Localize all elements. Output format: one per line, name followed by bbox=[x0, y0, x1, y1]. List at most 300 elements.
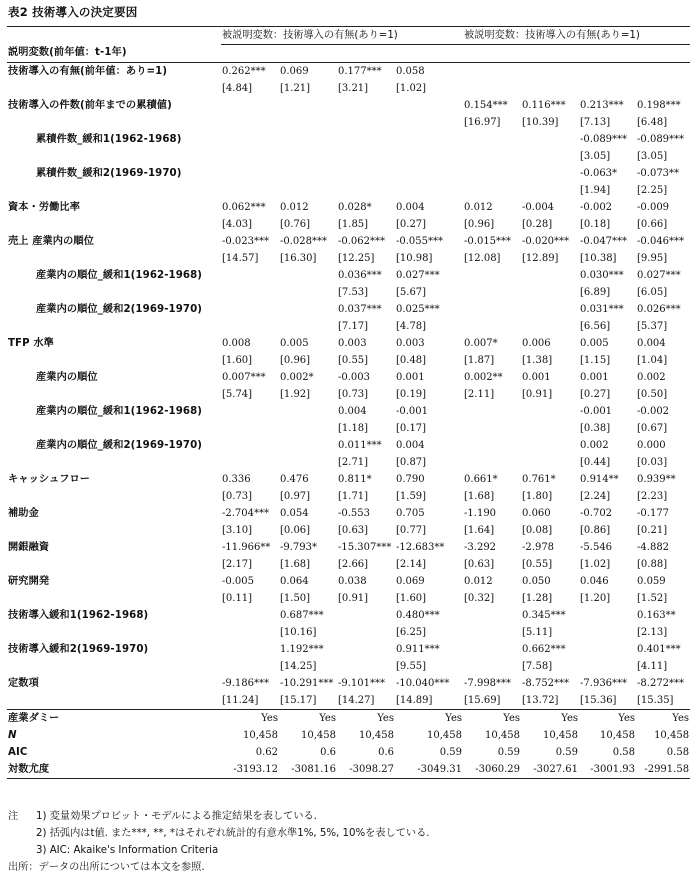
variable-label: TFP 水準 bbox=[8, 337, 54, 349]
coefficient-cell: -1.190 bbox=[464, 507, 497, 519]
coefficient-cell: -0.002 bbox=[580, 201, 613, 213]
coefficient-cell: 0.059 bbox=[637, 575, 666, 587]
tstat-cell: [0.55] bbox=[522, 558, 553, 570]
stat-value: 10,458 bbox=[543, 729, 579, 741]
tstat-cell bbox=[521, 148, 579, 165]
header-row-dv bbox=[7, 27, 690, 45]
tstat-cell bbox=[395, 114, 463, 131]
tstat-cell: [2.24] bbox=[580, 490, 611, 502]
tstat-cell: [3.10] bbox=[222, 524, 253, 536]
coefficient-cell: 0.116*** bbox=[522, 99, 566, 111]
coefficient-cell: -8.752*** bbox=[522, 677, 570, 689]
table-title: 表2 技術導入の決定要因 bbox=[8, 5, 138, 19]
tstat-cell: [6.25] bbox=[396, 626, 427, 638]
coefficient-cell: -0.089*** bbox=[580, 133, 628, 145]
coefficient-cell: 0.002 bbox=[580, 439, 609, 451]
tstat-cell bbox=[221, 454, 279, 471]
tstat-cell: [0.19] bbox=[396, 388, 427, 400]
coef-row bbox=[7, 505, 690, 522]
tstat-cell bbox=[463, 80, 521, 97]
coefficient-cell bbox=[521, 165, 579, 182]
coefficient-cell: -9.186*** bbox=[222, 677, 270, 689]
stat-value: 0.58 bbox=[612, 746, 636, 758]
tstat-cell bbox=[221, 658, 279, 675]
coefficient-cell bbox=[221, 165, 279, 182]
stat-value: -3060.29 bbox=[463, 761, 521, 779]
tstat-cell: [10.38] bbox=[580, 252, 617, 264]
tstat-cell bbox=[463, 658, 521, 675]
stat-label: 対数尤度 bbox=[7, 761, 221, 779]
empty-label bbox=[7, 148, 221, 165]
tstat-cell bbox=[395, 182, 463, 199]
tstat-cell bbox=[221, 318, 279, 335]
tstat-cell: [0.48] bbox=[396, 354, 427, 366]
tstat-cell: [0.86] bbox=[580, 524, 611, 536]
tstat-cell: [0.73] bbox=[338, 388, 369, 400]
coefficient-cell: 0.025*** bbox=[396, 303, 440, 315]
variable-label: 技術導入の件数(前年までの累積値) bbox=[8, 99, 172, 111]
coefficient-cell bbox=[337, 131, 395, 148]
tstat-cell: [1.60] bbox=[396, 592, 427, 604]
stat-value: Yes bbox=[395, 710, 463, 728]
tstat-cell bbox=[579, 624, 636, 641]
tstat-cell bbox=[463, 454, 521, 471]
coefficient-cell bbox=[279, 97, 337, 114]
tstat-cell: [1.92] bbox=[280, 388, 311, 400]
tstat-cell: [9.95] bbox=[637, 252, 668, 264]
stat-value: -3098.27 bbox=[337, 761, 395, 779]
stat-value: 0.59 bbox=[555, 746, 579, 758]
coefficient-cell: 0.662*** bbox=[522, 643, 566, 655]
empty-label bbox=[7, 692, 221, 710]
stat-value: 10,458 bbox=[600, 729, 636, 741]
tstat-cell: [0.77] bbox=[396, 524, 427, 536]
variable-label: 売上 産業内の順位 bbox=[8, 235, 94, 247]
tstat-cell bbox=[279, 182, 337, 199]
tstat-cell: [2.25] bbox=[637, 184, 668, 196]
coefficient-cell: -0.001 bbox=[580, 405, 613, 417]
tstat-cell bbox=[337, 658, 395, 675]
coefficient-cell: -0.020*** bbox=[522, 235, 570, 247]
coefficient-cell bbox=[463, 63, 521, 81]
tstat-cell: [0.87] bbox=[396, 456, 427, 468]
empty-label bbox=[7, 318, 221, 335]
tstat-row bbox=[7, 454, 690, 471]
stat-row bbox=[7, 710, 690, 728]
tstat-cell: [1.02] bbox=[580, 558, 611, 570]
stat-value: 10,458 bbox=[485, 729, 521, 741]
coefficient-cell bbox=[521, 437, 579, 454]
tstat-cell: [1.94] bbox=[580, 184, 611, 196]
variable-label: 産業内の順位_緩和2(1969-1970) bbox=[36, 439, 203, 451]
tstat-row bbox=[7, 284, 690, 301]
stat-label: 産業ダミー bbox=[7, 710, 221, 728]
tstat-cell: [15.69] bbox=[464, 694, 501, 706]
tstat-cell bbox=[463, 624, 521, 641]
stat-value: 0.6 bbox=[320, 746, 336, 758]
coefficient-cell: 0.661* bbox=[464, 473, 498, 485]
coefficient-cell: 0.027*** bbox=[637, 269, 681, 281]
variable-label: 技術導入緩和2(1969-1970) bbox=[8, 643, 149, 655]
coefficient-cell: -7.936*** bbox=[580, 677, 628, 689]
note-1-text: 1) 変量効果プロビット・モデルによる推定結果を表している. bbox=[36, 811, 317, 822]
tstat-cell: [0.91] bbox=[338, 592, 369, 604]
coefficient-cell bbox=[463, 403, 521, 420]
coefficient-cell: -0.023*** bbox=[222, 235, 270, 247]
coefficient-cell bbox=[463, 301, 521, 318]
tstat-cell: [9.55] bbox=[396, 660, 427, 672]
empty-label bbox=[7, 522, 221, 539]
coefficient-cell: 0.003 bbox=[396, 337, 425, 349]
stat-value: 10,458 bbox=[359, 729, 394, 741]
tstat-cell bbox=[279, 420, 337, 437]
tstat-cell: [0.76] bbox=[280, 218, 311, 230]
coefficient-cell: 0.046 bbox=[580, 575, 609, 587]
empty-label bbox=[7, 114, 221, 131]
stat-value: 10,458 bbox=[243, 729, 278, 741]
tstat-cell: [7.17] bbox=[338, 320, 369, 332]
tstat-cell: [0.08] bbox=[522, 524, 553, 536]
coef-row bbox=[7, 369, 690, 386]
coefficient-cell: 0.811* bbox=[338, 473, 372, 485]
coefficient-cell: 0.345*** bbox=[522, 609, 566, 621]
tstat-cell: [3.05] bbox=[580, 150, 611, 162]
stat-value: Yes bbox=[521, 710, 579, 728]
tstat-cell: [7.53] bbox=[338, 286, 369, 298]
tstat-cell: [1.20] bbox=[580, 592, 611, 604]
tstat-cell: [0.03] bbox=[637, 456, 668, 468]
tstat-cell: [6.56] bbox=[580, 320, 611, 332]
stat-row bbox=[7, 727, 690, 744]
tstat-cell: [0.67] bbox=[637, 422, 668, 434]
coefficient-cell: 0.031*** bbox=[580, 303, 624, 315]
tstat-cell: [1.85] bbox=[338, 218, 369, 230]
coefficient-cell bbox=[221, 403, 279, 420]
tstat-row bbox=[7, 80, 690, 97]
tstat-row bbox=[7, 658, 690, 675]
tstat-cell: [7.13] bbox=[580, 116, 611, 128]
tstat-cell bbox=[221, 114, 279, 131]
tstat-cell bbox=[279, 114, 337, 131]
empty-label bbox=[7, 284, 221, 301]
variable-label: 資本・労働比率 bbox=[8, 201, 81, 213]
coefficient-cell bbox=[579, 63, 636, 81]
tstat-cell bbox=[337, 148, 395, 165]
tstat-cell bbox=[579, 80, 636, 97]
stat-value: 0.58 bbox=[666, 746, 690, 758]
coefficient-cell: -0.028*** bbox=[280, 235, 328, 247]
coef-row bbox=[7, 471, 690, 488]
coefficient-cell: -12.683** bbox=[396, 541, 445, 553]
coefficient-cell bbox=[463, 641, 521, 658]
tstat-cell: [4.84] bbox=[222, 82, 253, 94]
tstat-cell: [0.21] bbox=[637, 524, 668, 536]
tstat-row bbox=[7, 590, 690, 607]
coefficient-cell: -0.062*** bbox=[338, 235, 386, 247]
tstat-cell: [4.78] bbox=[396, 320, 427, 332]
tstat-cell: [11.24] bbox=[222, 694, 259, 706]
tstat-row bbox=[7, 488, 690, 505]
tstat-cell: [0.91] bbox=[522, 388, 553, 400]
coef-row bbox=[7, 233, 690, 250]
coef-row bbox=[7, 573, 690, 590]
coefficient-cell bbox=[221, 301, 279, 318]
stat-value: Yes bbox=[579, 710, 636, 728]
tstat-cell: [0.18] bbox=[580, 218, 611, 230]
coefficient-cell: 0.007* bbox=[464, 337, 498, 349]
tstat-cell: [7.58] bbox=[522, 660, 553, 672]
variable-label: 研究開発 bbox=[8, 575, 50, 587]
empty-label bbox=[7, 590, 221, 607]
coefficient-cell: -10.040*** bbox=[396, 677, 450, 689]
coefficient-cell: 0.476 bbox=[280, 473, 309, 485]
coefficient-cell: 0.687*** bbox=[280, 609, 324, 621]
coef-row bbox=[7, 675, 690, 692]
stat-value: 0.59 bbox=[439, 746, 463, 758]
tstat-cell: [1.02] bbox=[396, 82, 427, 94]
coef-row bbox=[7, 97, 690, 114]
variable-label: 産業内の順位_緩和1(1962-1968) bbox=[36, 269, 203, 281]
coefficient-cell bbox=[221, 607, 279, 624]
tstat-row bbox=[7, 182, 690, 199]
tstat-cell: [14.57] bbox=[222, 252, 259, 264]
tstat-cell: [0.63] bbox=[338, 524, 369, 536]
tstat-row bbox=[7, 624, 690, 641]
coefficient-cell: 0.002** bbox=[464, 371, 503, 383]
stat-value: -3001.93 bbox=[579, 761, 636, 779]
stat-value: Yes bbox=[279, 710, 337, 728]
coefficient-cell: 0.914** bbox=[580, 473, 619, 485]
coefficient-cell: -0.015*** bbox=[464, 235, 512, 247]
note-3: 3) AIC: Akaike's Information Criteria bbox=[36, 845, 219, 856]
coefficient-cell: 0.003 bbox=[338, 337, 367, 349]
header-row-iv bbox=[7, 45, 690, 63]
tstat-cell: [4.03] bbox=[222, 218, 253, 230]
coefficient-cell: 0.401*** bbox=[637, 643, 681, 655]
empty-label bbox=[7, 216, 221, 233]
note-2: 2) 括弧内はt値. また***, **, *はそれぞれ統計的有意水準1%, 5%, 10%を表している. bbox=[36, 828, 430, 839]
coefficient-cell bbox=[521, 301, 579, 318]
tstat-cell: [6.89] bbox=[580, 286, 611, 298]
tstat-cell bbox=[463, 284, 521, 301]
empty-label bbox=[7, 454, 221, 471]
tstat-cell: [5.37] bbox=[637, 320, 668, 332]
tstat-cell: [16.97] bbox=[464, 116, 501, 128]
coefficient-cell bbox=[279, 267, 337, 284]
coefficient-cell: -7.998*** bbox=[464, 677, 512, 689]
coefficient-cell: 0.069 bbox=[280, 65, 309, 77]
coefficient-cell: 0.002* bbox=[280, 371, 314, 383]
coefficient-cell bbox=[221, 267, 279, 284]
coefficient-cell bbox=[279, 403, 337, 420]
coefficient-cell: 0.058 bbox=[396, 65, 425, 77]
tstat-cell: [5.67] bbox=[396, 286, 427, 298]
tstat-row bbox=[7, 556, 690, 573]
coefficient-cell: 0.026*** bbox=[637, 303, 681, 315]
tstat-cell: [5.11] bbox=[522, 626, 553, 638]
coefficient-cell bbox=[279, 437, 337, 454]
variable-label: 定数項 bbox=[8, 677, 39, 689]
tstat-cell: [0.06] bbox=[280, 524, 311, 536]
tstat-cell: [0.11] bbox=[222, 592, 253, 604]
coefficient-cell: 0.008 bbox=[222, 337, 251, 349]
tstat-row bbox=[7, 522, 690, 539]
variable-label: 産業内の順位_緩和1(1962-1968) bbox=[36, 405, 203, 417]
stat-value: Yes bbox=[636, 710, 690, 728]
tstat-cell: [1.50] bbox=[280, 592, 311, 604]
coef-row bbox=[7, 539, 690, 556]
coefficient-cell: 0.154*** bbox=[464, 99, 508, 111]
coefficient-cell: 0.006 bbox=[522, 337, 551, 349]
coef-row bbox=[7, 131, 690, 148]
coefficient-cell bbox=[521, 63, 579, 81]
tstat-cell: [10.16] bbox=[280, 626, 317, 638]
tstat-row bbox=[7, 692, 690, 710]
coefficient-cell bbox=[395, 131, 463, 148]
coefficient-cell: -15.307*** bbox=[338, 541, 392, 553]
variable-label: 産業内の順位 bbox=[36, 371, 98, 383]
coef-row bbox=[7, 267, 690, 284]
tstat-cell: [12.08] bbox=[464, 252, 501, 264]
coefficient-cell: -2.978 bbox=[522, 541, 555, 553]
tstat-cell: [2.66] bbox=[338, 558, 369, 570]
coefficient-cell: 0.177*** bbox=[338, 65, 382, 77]
tstat-cell bbox=[463, 318, 521, 335]
coefficient-cell bbox=[395, 165, 463, 182]
tstat-cell bbox=[279, 318, 337, 335]
tstat-cell: [0.27] bbox=[396, 218, 427, 230]
tstat-cell: [10.39] bbox=[522, 116, 559, 128]
coefficient-cell: -10.291*** bbox=[280, 677, 334, 689]
coefficient-cell bbox=[337, 165, 395, 182]
coefficient-cell bbox=[337, 641, 395, 658]
tstat-cell: [1.87] bbox=[464, 354, 495, 366]
empty-label bbox=[7, 80, 221, 97]
tstat-cell: [1.60] bbox=[222, 354, 253, 366]
tstat-row bbox=[7, 148, 690, 165]
tstat-cell: [0.96] bbox=[280, 354, 311, 366]
coefficient-cell: 0.060 bbox=[522, 507, 551, 519]
tstat-row bbox=[7, 420, 690, 437]
tstat-cell: [0.66] bbox=[637, 218, 668, 230]
source-note: 出所：データの出所については本文を参照. bbox=[8, 862, 205, 873]
empty-label bbox=[7, 488, 221, 505]
coefficient-cell: 0.012 bbox=[280, 201, 309, 213]
coefficient-cell bbox=[521, 131, 579, 148]
variable-label: 累積件数_緩和1(1962-1968) bbox=[36, 133, 182, 145]
coefficient-cell: -5.546 bbox=[580, 541, 613, 553]
tstat-cell bbox=[221, 420, 279, 437]
tstat-cell: [14.89] bbox=[396, 694, 433, 706]
coefficient-cell: 0.069 bbox=[396, 575, 425, 587]
coefficient-cell: -9.101*** bbox=[338, 677, 386, 689]
tstat-cell: [15.35] bbox=[637, 694, 674, 706]
tstat-cell bbox=[279, 148, 337, 165]
coefficient-cell bbox=[463, 437, 521, 454]
tstat-cell: [15.36] bbox=[580, 694, 617, 706]
tstat-cell: [1.04] bbox=[637, 354, 668, 366]
coefficient-cell: 0.000 bbox=[637, 439, 666, 451]
tstat-cell bbox=[463, 420, 521, 437]
coefficient-cell bbox=[636, 63, 690, 81]
coefficient-cell: 0.336 bbox=[222, 473, 251, 485]
coefficient-cell: 0.004 bbox=[396, 439, 425, 451]
stat-value: -3193.12 bbox=[221, 761, 279, 779]
variable-label: 産業内の順位_緩和2(1969-1970) bbox=[36, 303, 203, 315]
tstat-cell bbox=[521, 318, 579, 335]
tstat-cell bbox=[221, 182, 279, 199]
coefficient-cell: -0.047*** bbox=[580, 235, 628, 247]
coefficient-cell: 0.028* bbox=[338, 201, 372, 213]
coefficient-cell: -0.003 bbox=[338, 371, 371, 383]
coefficient-cell: 0.037*** bbox=[338, 303, 382, 315]
empty-label bbox=[7, 182, 221, 199]
empty-label bbox=[7, 556, 221, 573]
tstat-cell: [2.11] bbox=[464, 388, 495, 400]
coefficient-cell bbox=[579, 641, 636, 658]
stat-value: -3081.16 bbox=[279, 761, 337, 779]
coefficient-cell: -0.073** bbox=[637, 167, 680, 179]
empty-label bbox=[7, 352, 221, 369]
tstat-cell: [14.27] bbox=[338, 694, 375, 706]
variable-label: 補助金 bbox=[8, 507, 39, 519]
tstat-cell: [1.38] bbox=[522, 354, 553, 366]
coefficient-cell: -9.793* bbox=[280, 541, 318, 553]
tstat-cell: [2.17] bbox=[222, 558, 253, 570]
coef-row bbox=[7, 335, 690, 352]
coefficient-cell bbox=[521, 403, 579, 420]
coef-row bbox=[7, 641, 690, 658]
stat-row bbox=[7, 761, 690, 779]
tstat-cell: [1.71] bbox=[338, 490, 369, 502]
coefficient-cell bbox=[279, 301, 337, 318]
coefficient-cell: -3.292 bbox=[464, 541, 497, 553]
coefficient-cell: -0.001 bbox=[396, 405, 429, 417]
coefficient-cell bbox=[221, 131, 279, 148]
coefficient-cell bbox=[463, 165, 521, 182]
dv-header-left: 被説明変数：技術導入の有無(あり=1) bbox=[221, 27, 463, 45]
tstat-cell: [6.05] bbox=[637, 286, 668, 298]
stat-value: 10,458 bbox=[427, 729, 463, 741]
coefficient-cell: 0.050 bbox=[522, 575, 551, 587]
tstat-cell: [6.48] bbox=[637, 116, 668, 128]
stat-value: -2991.58 bbox=[636, 761, 690, 779]
coefficient-cell: 0.062*** bbox=[222, 201, 266, 213]
coefficient-cell: -0.005 bbox=[222, 575, 255, 587]
stat-row bbox=[7, 744, 690, 761]
coefficient-cell bbox=[279, 131, 337, 148]
tstat-cell bbox=[337, 114, 395, 131]
stat-value: 10,458 bbox=[301, 729, 336, 741]
tstat-cell: [1.52] bbox=[637, 592, 668, 604]
coefficient-cell: 0.004 bbox=[396, 201, 425, 213]
coefficient-cell: -0.055*** bbox=[396, 235, 444, 247]
coef-row bbox=[7, 301, 690, 318]
tstat-row bbox=[7, 250, 690, 267]
tstat-row bbox=[7, 216, 690, 233]
table-notes bbox=[8, 808, 430, 876]
tstat-cell: [0.17] bbox=[396, 422, 427, 434]
coefficient-cell: 0.001 bbox=[522, 371, 551, 383]
coefficient-cell: -0.702 bbox=[580, 507, 613, 519]
coefficient-cell bbox=[521, 267, 579, 284]
coefficient-cell: 0.001 bbox=[396, 371, 425, 383]
empty-label bbox=[7, 420, 221, 437]
coefficient-cell: 0.790 bbox=[396, 473, 425, 485]
coefficient-cell bbox=[221, 641, 279, 658]
coefficient-cell bbox=[221, 97, 279, 114]
coef-row bbox=[7, 437, 690, 454]
